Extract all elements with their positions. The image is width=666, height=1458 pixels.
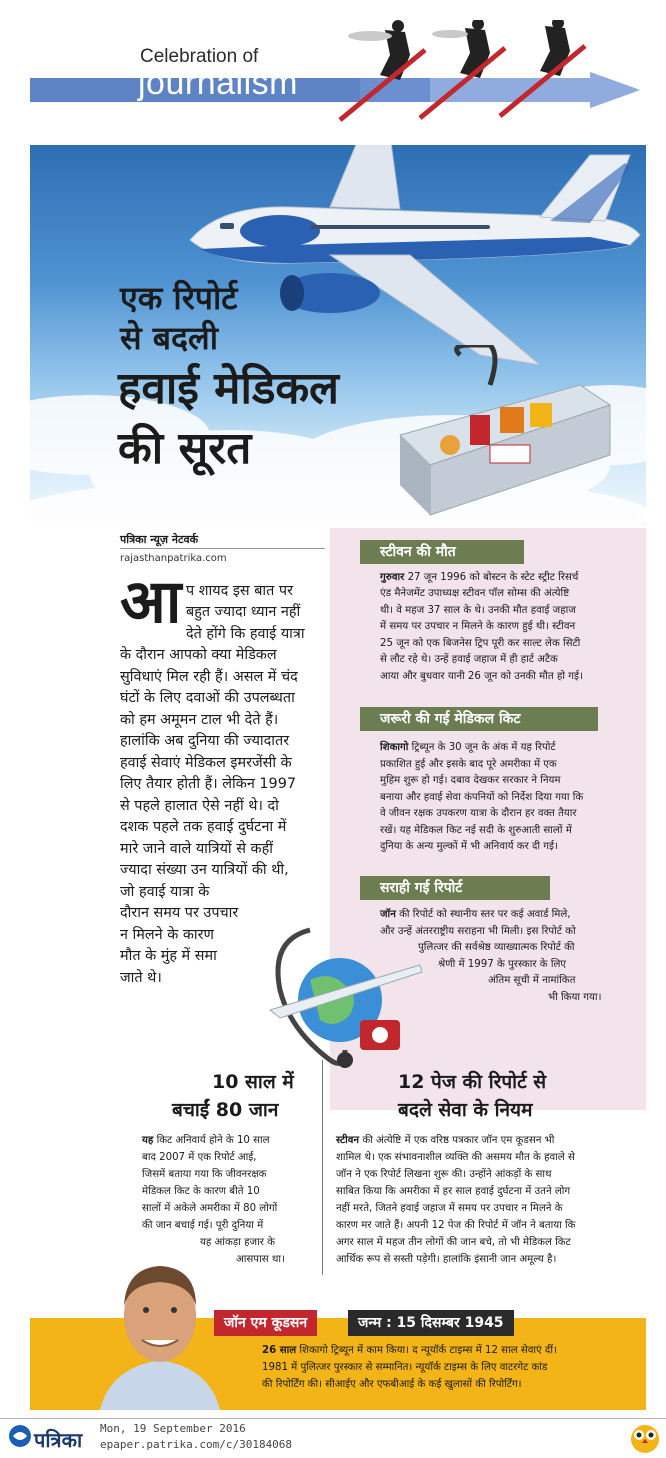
block-line: साबित किया कि अमरीका में हर साल हवाई दुर्घटना में उतने लोग: [336, 1186, 571, 1197]
section-line: से लौट रहे थे। उन्हें हवाई जहाज में ही हार्ट अटैक: [380, 654, 558, 665]
section-line: प्रकाशित हुई और इसके बाद पूरे अमरीका में एक: [380, 759, 557, 770]
section-line: 27 जून 1996 को बोस्टन के स्टेट स्ट्रीट रिसर्च: [407, 572, 579, 583]
section-heading-medical-kit: जरूरी की गई मेडिकल किट: [360, 707, 598, 731]
header-celebration-text: Celebration of: [140, 46, 259, 67]
section-line: ट्रिब्यून के 30 जून के अंक में यह रिपोर्ट: [411, 742, 556, 753]
section-line: बनाया और हवाई सेवा कंपनियों को निर्देश दिया गया कि: [380, 792, 584, 803]
header-journalism-text: journalism: [138, 64, 298, 102]
section-line: श्रेणी में 1997 के पुरस्कार के लिए: [438, 959, 567, 970]
column-divider: [322, 1060, 323, 1275]
section-heading-steven-death: स्टीवन की मौत: [360, 540, 524, 564]
article-line: मौत के मुंह में समा: [120, 948, 217, 964]
section-line: दुनिया के अन्य मुल्कों में भी अनिवार्य कर दी गई।: [380, 841, 558, 852]
article-line: बहुत ज्यादा ध्यान नहीं: [186, 604, 301, 620]
block-line: की अंत्येष्टि में एक वरिष्ठ पत्रकार जॉन एम कूडसन भी: [362, 1135, 555, 1146]
left-heading-line-1: 10 साल में: [212, 1071, 294, 1093]
article-line: न मिलने के कारण: [120, 927, 214, 943]
block-line: मेडिकल किट के कारण बीते 10: [142, 1186, 260, 1197]
block-line: अगर साल में महज तीन लोगों की जान बचे, तो भी मेडिकल किट: [336, 1237, 571, 1248]
byline-divider: [120, 548, 325, 549]
section-line: में समय पर उपचार न मिलने के कारण हुई थी। स्टीवन: [380, 621, 576, 632]
profile-line: 1981 में पुलित्जर पुरस्कार से सम्मानित। न्यूयॉर्क टाइम्स के लिए वाटरगेट कांड: [262, 1362, 548, 1373]
person-dob: जन्म : 15 दिसम्बर 1945: [348, 1310, 514, 1336]
section-line: और उन्हें अंतरराष्ट्रीय सराहना भी मिली। इस रिपोर्ट को: [380, 926, 576, 937]
block-line: जॉन ने एक रिपोर्ट लिखना शुरू की। उन्होंने आंकड़ों के साथ: [336, 1169, 552, 1180]
section-line: रखें। यह मेडिकल किट नई सदी के शुरुआती सालों में: [380, 825, 572, 836]
runners-illustration-icon: [330, 20, 630, 130]
article-line: दौरान समय पर उपचार: [120, 905, 239, 921]
patrika-logo: पत्रिका: [34, 1428, 83, 1452]
block-line: शामिल थे। एक संभावनाशील व्यक्ति की असमय मौत के हवाले से: [336, 1152, 575, 1163]
section-lead: जॉन: [380, 909, 396, 920]
headline-line-3: हवाई मेडिकल: [118, 363, 340, 414]
headline-line-4: की सूरत: [118, 423, 252, 474]
edition-date: Mon, 19 September 2016: [100, 1422, 246, 1435]
article-line: लिए तैयार होती हैं। लेकिन 1997: [120, 776, 297, 792]
article-line: घंटों के लिए दवाओं की उपलब्धता: [120, 690, 295, 706]
person-name: जॉन एम कूडसन: [214, 1310, 317, 1336]
article-line: जो हवाई यात्रा के: [120, 884, 210, 900]
section-line: मुहिम शुरू हो गई। दबाव देखकर सरकार ने नियम: [380, 775, 561, 786]
article-line: मारे जाने वाले यात्रियों से कहीं: [120, 841, 273, 857]
section-line: थी। वे महज 37 साल के थे। उनकी मौत हवाई जहाज: [380, 605, 576, 616]
article-line: सुविधाएं मिल रही हैं। असल में चंद: [120, 669, 298, 685]
byline-site: rajasthanpatrika.com: [120, 553, 227, 564]
byline-agency: पत्रिका न्यूज़ नेटवर्क: [120, 533, 199, 546]
article-line: को हम अमूमन टाल भी देते हैं।: [120, 712, 279, 728]
profile-line: की रिपोर्टिंग की। सीआईए और एफबीआई के कई खुलासों की रिपोर्टिंग।: [262, 1379, 522, 1390]
john-crewdson-portrait-icon: [100, 1248, 220, 1410]
left-heading-line-2: बचाईं 80 जान: [172, 1099, 279, 1121]
block-line: बाद 2007 में एक रिपोर्ट आई,: [142, 1152, 257, 1163]
block-line: किट अनिवार्य होने के 10 साल: [156, 1135, 270, 1146]
article-line: हवाई सेवाएं मेडिकल इमरजेंसी के: [120, 755, 292, 771]
medical-kit-icon: [380, 345, 630, 525]
edition-url[interactable]: epaper.patrika.com/c/30184068: [100, 1438, 293, 1451]
block-lead: यह: [142, 1135, 154, 1146]
article-line: के दौरान आपको क्या मेडिकल: [120, 647, 277, 663]
block-line: जिसमें बताया गया कि जीवनरक्षक: [142, 1169, 267, 1180]
block-line: यह आंकड़ा हजार के: [200, 1237, 275, 1248]
section-line: पुलित्जर की सर्वश्रेष्ठ व्याख्यात्मक रिपोर्ट की: [418, 942, 575, 953]
section-line: भी किया गया।: [548, 992, 602, 1003]
article-line: प शायद इस बात पर: [186, 583, 293, 599]
article-line: देते होंगे कि हवाई यात्रा: [186, 626, 305, 642]
globe-stethoscope-icon: [250, 920, 430, 1080]
block-line: की जान बचाई गई। पूरी दुनिया में: [142, 1220, 264, 1231]
headline-line-2: से बदली: [120, 319, 219, 357]
article-line: दशक पहले तक हवाई दुर्घटना में: [120, 819, 287, 835]
article-line: जाते थे।: [120, 970, 162, 986]
footer-divider: [0, 1418, 666, 1419]
section-lead: शिकागो: [380, 742, 409, 753]
drop-cap: आ: [120, 567, 182, 637]
section-lead: गुरुवार: [380, 572, 405, 583]
patrika-logo-icon: [8, 1424, 32, 1448]
section-heading-praised-report: सराही गई रिपोर्ट: [360, 876, 550, 900]
headline-line-1: एक रिपोर्ट: [120, 279, 238, 317]
section-line: अंतिम सूची में नामांकित: [488, 975, 576, 986]
block-line: आर्थिक रूप से सस्ती पड़ेगी। हालांकि इंसानी जान अमूल्य है।: [336, 1254, 557, 1265]
block-line: कारण मर जाते हैं। अपनी 12 पेज की रिपोर्ट में जॉन ने बताया कि: [336, 1220, 576, 1231]
right-heading-line-2: बदले सेवा के नियम: [398, 1099, 533, 1121]
block-line: नहीं मरते, जितने हवाई जहाज में समय पर उपचार न मिलने के: [336, 1203, 563, 1214]
section-line: की रिपोर्ट को स्थानीय स्तर पर कई अवार्ड मिले,: [399, 909, 571, 920]
profile-lead: 26 साल: [262, 1345, 297, 1356]
profile-line: शिकागो ट्रिब्यून में काम किया। द न्यूयॉर्क टाइम्स में 12 साल सेवाएं दीं।: [299, 1345, 557, 1356]
block-lead: स्टीवन: [336, 1135, 360, 1146]
section-line: एंड मैनेजमेंट उपाध्यक्ष स्टीवन पॉल सोम्स की अंत्येष्टि: [380, 588, 570, 599]
section-line: 25 जून को एक बिजनेस ट्रिप पूरी कर साल्ट लेक सिटी: [380, 638, 581, 649]
article-line: ज्यादा संख्या उन यात्रियों की थी,: [120, 862, 289, 878]
block-line: सालों में अकेले अमरीका में 80 लोगों: [142, 1203, 278, 1214]
owl-mascot-icon: [628, 1420, 662, 1454]
block-line: आसपास था।: [236, 1254, 285, 1265]
section-line: आया और बुधवार यानी 26 जून को उनकी मौत हो गई।: [380, 671, 583, 682]
article-line: से पहले हालात ऐसे नहीं थे। दो: [120, 798, 279, 814]
right-heading-line-1: 12 पेज की रिपोर्ट से: [398, 1071, 547, 1093]
article-line: हालांकि अब दुनिया की ज्यादातर: [120, 733, 290, 749]
section-line: वे जीवन रक्षक उपकरण यात्रा के दौरान हर वक्त तैयार: [380, 808, 577, 819]
